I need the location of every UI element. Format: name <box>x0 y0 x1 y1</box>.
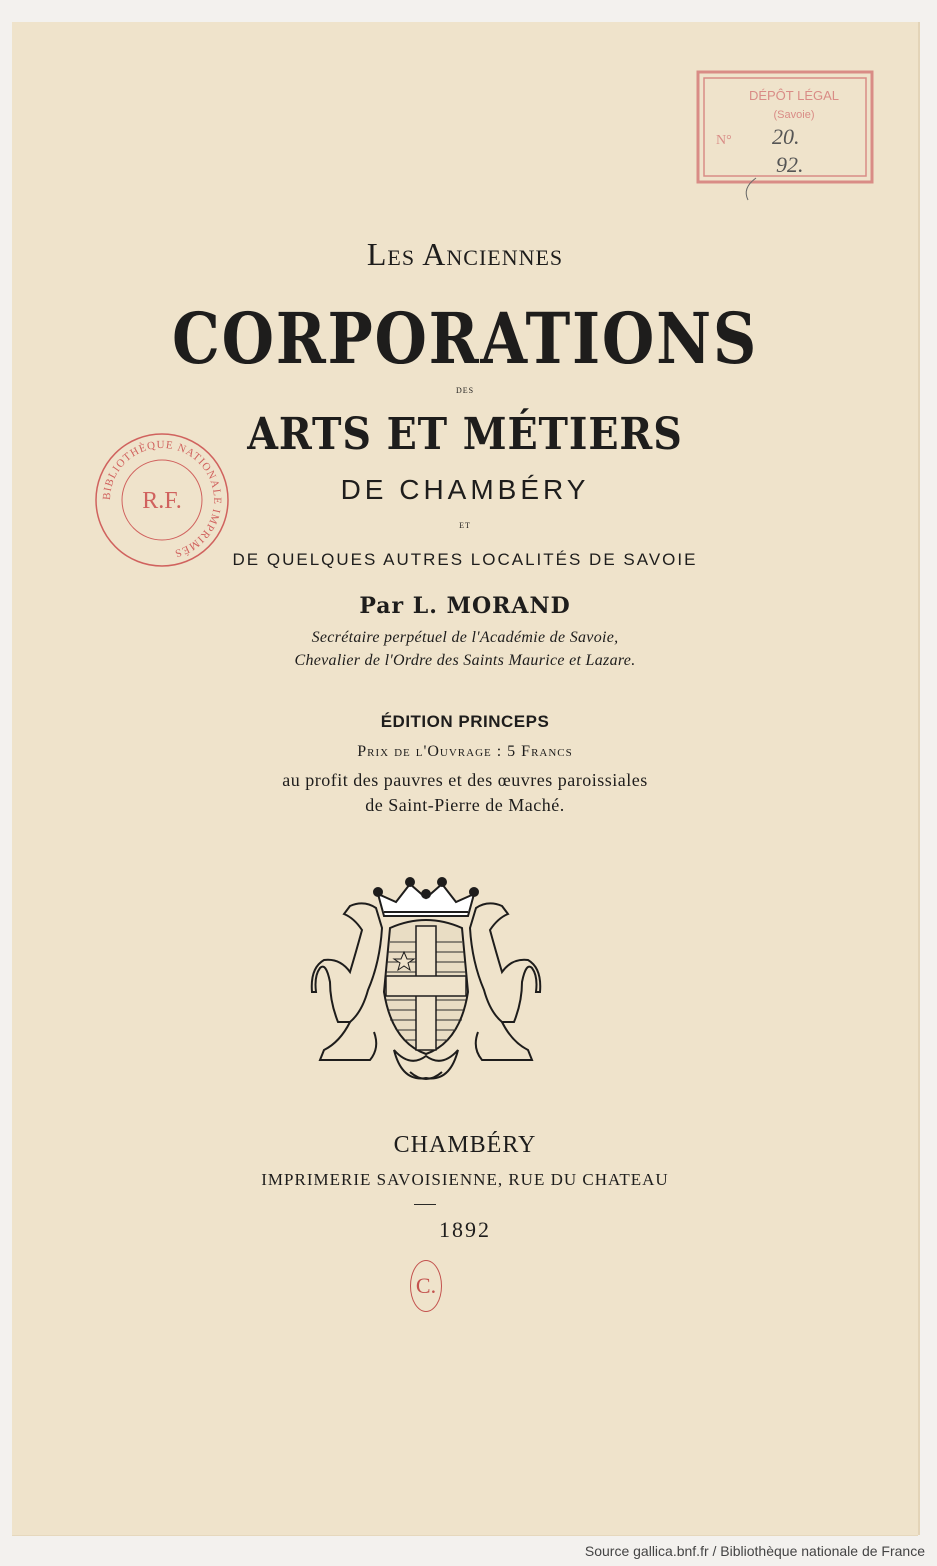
depot-title: DÉPÔT LÉGAL <box>748 88 840 103</box>
savoy-coat-of-arms-icon <box>310 872 542 1092</box>
copyright-stamp: C. <box>410 1260 442 1312</box>
depot-legal-stamp <box>694 70 884 210</box>
title-line-1: Les Anciennes <box>366 236 564 272</box>
title-line-2: CORPORATIONS <box>171 297 759 380</box>
depot-number: 20. <box>772 124 800 149</box>
stamp-rf-center: R.F. <box>142 488 182 514</box>
depot-sub: (Savoie) <box>773 109 815 121</box>
edition-price: Prix de l'Ouvrage : 5 Francs <box>357 743 573 760</box>
imprint-year: 1892 <box>439 1217 491 1242</box>
edition-benefit-1: au profit des pauvres et des œuvres paroissiales <box>282 770 648 790</box>
imprint-rule <box>414 1204 436 1205</box>
edition-label: ÉDITION PRINCEPS <box>380 712 550 731</box>
depot-year: 92. <box>776 152 804 177</box>
title-page <box>12 22 918 1535</box>
stamp-ring-text: BIBLIOTHÈQUE NATIONALE IMPRIMÉS <box>100 438 224 560</box>
imprint-city: CHAMBÉRY <box>393 1132 537 1158</box>
author-role-2: Chevalier de l'Ordre des Saints Maurice et Lazare. <box>294 652 636 669</box>
author-byline: Par L. MORAND <box>359 593 571 619</box>
title-line-4: ARTS ET MÉTIERS <box>247 409 683 460</box>
edition-benefit-2: de Saint-Pierre de Maché. <box>365 795 565 815</box>
title-line-6: et <box>459 517 471 531</box>
title-line-3: des <box>455 382 475 396</box>
title-line-5: DE CHAMBÉRY <box>340 474 590 505</box>
depot-num-label: N° <box>716 133 732 148</box>
imprint-printer: IMPRIMERIE SAVOISIENNE, RUE DU CHATEAU <box>261 1170 669 1189</box>
title-line-7: DE QUELQUES AUTRES LOCALITÉS DE SAVOIE <box>232 550 698 569</box>
source-footer: Source gallica.bnf.fr / Bibliothèque nationale de France <box>584 1543 925 1559</box>
author-role-1: Secrétaire perpétuel de l'Académie de Savoie, <box>311 629 619 646</box>
